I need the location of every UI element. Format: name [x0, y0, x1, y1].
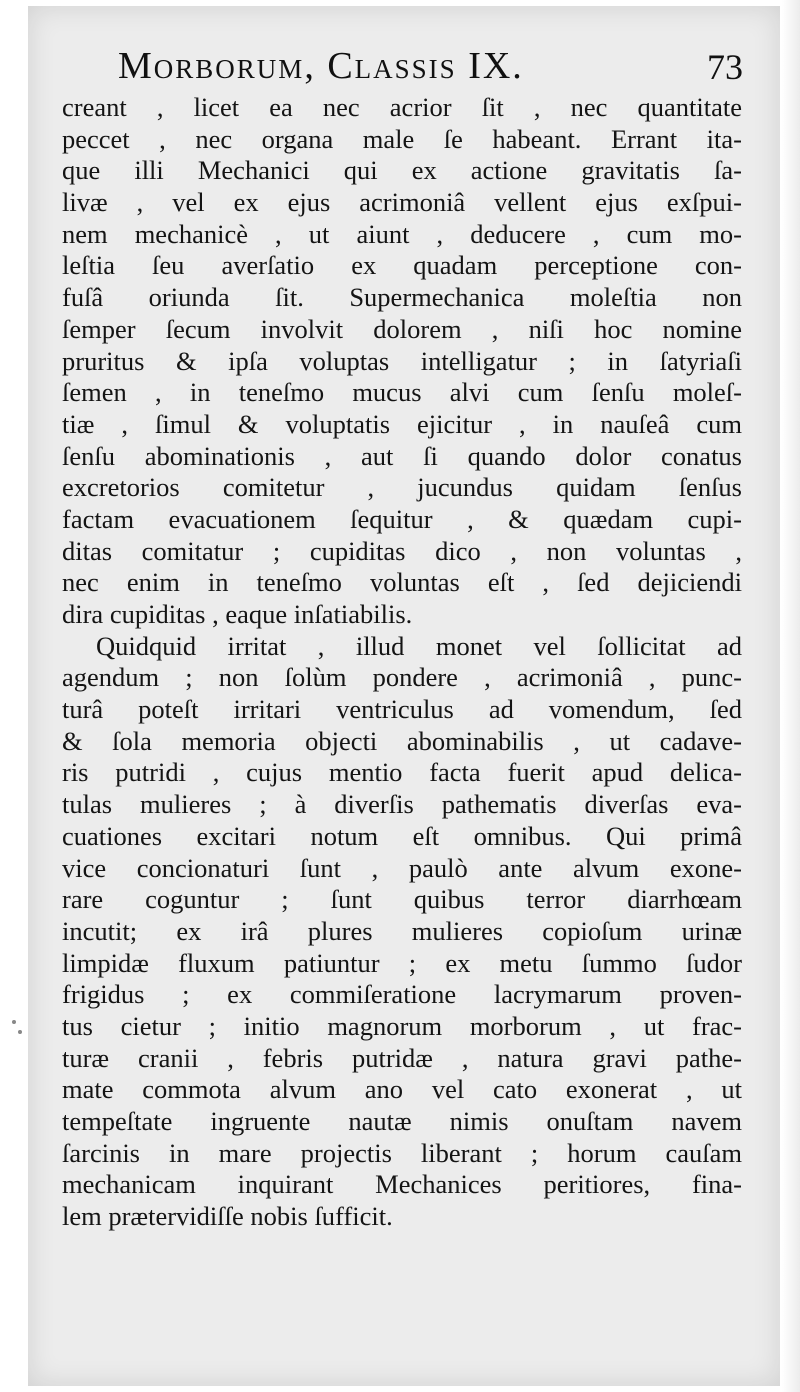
text-line: ſemper ſecum involvit dolorem , niſi hoc nomine — [62, 313, 742, 344]
text-line: cuationes excitari notum eſt omnibus. Qui primâ — [62, 820, 742, 851]
text-line: nem mechanicè , ut aiunt , deducere , cum mo- — [62, 218, 742, 249]
text-line: ris putridi , cujus mentio facta fuerit apud delica- — [62, 757, 742, 788]
text-line: ſenſu abominationis , aut ſi quando dolor conatus — [62, 440, 742, 471]
margin-speck — [18, 1030, 22, 1034]
text-line: turæ cranii , febris putridæ , natura gravi pathe- — [62, 1042, 742, 1073]
text-line: nec enim in teneſmo voluntas eſt , ſed dejiciendi — [62, 567, 742, 598]
text-line: incutit; ex irâ plures mulieres copioſum urinæ — [62, 915, 742, 946]
text-line: pruritus & ipſa voluptas intelligatur ; in ſatyriaſi — [62, 345, 742, 376]
text-line: vice concionaturi ſunt , paulò ante alvum exone- — [62, 852, 742, 883]
running-header — [118, 44, 743, 94]
text-line: mechanicam inquirant Mechanices peritiores, fina- — [62, 1169, 742, 1200]
text-line: creant , licet ea nec acrior ſit , nec quantitate — [62, 92, 742, 122]
text-line: tus cietur ; initio magnorum morborum , ut frac- — [62, 1010, 742, 1041]
margin-speck — [12, 1020, 16, 1024]
text-line: tempeſtate ingruente nautæ nimis onuſtam navem — [62, 1106, 742, 1136]
text-line: ſemen , in teneſmo mucus alvi cum ſenſu moleſ- — [62, 377, 742, 408]
text-line: factam evacuationem ſequitur , & quædam cupi- — [62, 503, 742, 534]
text-line: turâ poteſt irritari ventriculus ad vomendum, ſed — [62, 694, 742, 725]
text-line: livæ , vel ex ejus acrimoniâ vellent ejus exſpui- — [62, 187, 742, 218]
text-line: peccet , nec organa male ſe habeant. Errant ita- — [62, 123, 742, 154]
text-line: tulas mulieres ; à diverſis pathematis diverſas eva- — [62, 789, 742, 820]
text-line: rare coguntur ; ſunt quibus terror diarrhœam — [62, 884, 742, 915]
text-line: frigidus ; ex commiſeratione lacrymarum proven- — [62, 979, 742, 1010]
paragraph-2 — [62, 631, 742, 1233]
text-line: leſtia ſeu averſatio ex quadam perceptione con- — [62, 250, 742, 281]
text-line: mate commota alvum ano vel cato exonerat , ut — [62, 1074, 742, 1105]
text-line: tiæ , ſimul & voluptatis ejicitur , in nauſeâ cum — [62, 408, 742, 439]
text-line: Quidquid irritat , illud monet vel ſollicitat ad — [96, 630, 742, 661]
text-line: ſarcinis in mare projectis liberant ; horum cauſam — [62, 1137, 742, 1168]
running-title: Morborum, Classis IX. — [118, 45, 524, 87]
body-text — [62, 92, 742, 1233]
page-edge-shadow — [782, 0, 800, 1392]
text-line: & ſola memoria objecti abominabilis , ut cadave- — [62, 725, 742, 756]
text-line: ditas comitatur ; cupiditas dico , non voluntas , — [62, 535, 742, 566]
text-line: dira cupiditas , eaque inſatiabilis. — [62, 599, 413, 629]
text-line: agendum ; non ſolùm pondere , acrimoniâ , punc- — [62, 662, 742, 693]
text-line: excretorios comitetur , jucundus quidam ſenſus — [62, 472, 742, 503]
text-line: que illi Mechanici qui ex actione gravitatis ſa- — [62, 155, 742, 186]
text-line: fuſâ oriunda ſit. Supermechanica moleſtia non — [62, 282, 742, 313]
text-line: limpidæ fluxum patiuntur ; ex metu ſummo ſudor — [62, 947, 742, 978]
paragraph-1 — [62, 92, 742, 631]
text-line: lem prætervidiſſe nobis ſufficit. — [62, 1201, 393, 1232]
page-number: 73 — [707, 47, 743, 87]
